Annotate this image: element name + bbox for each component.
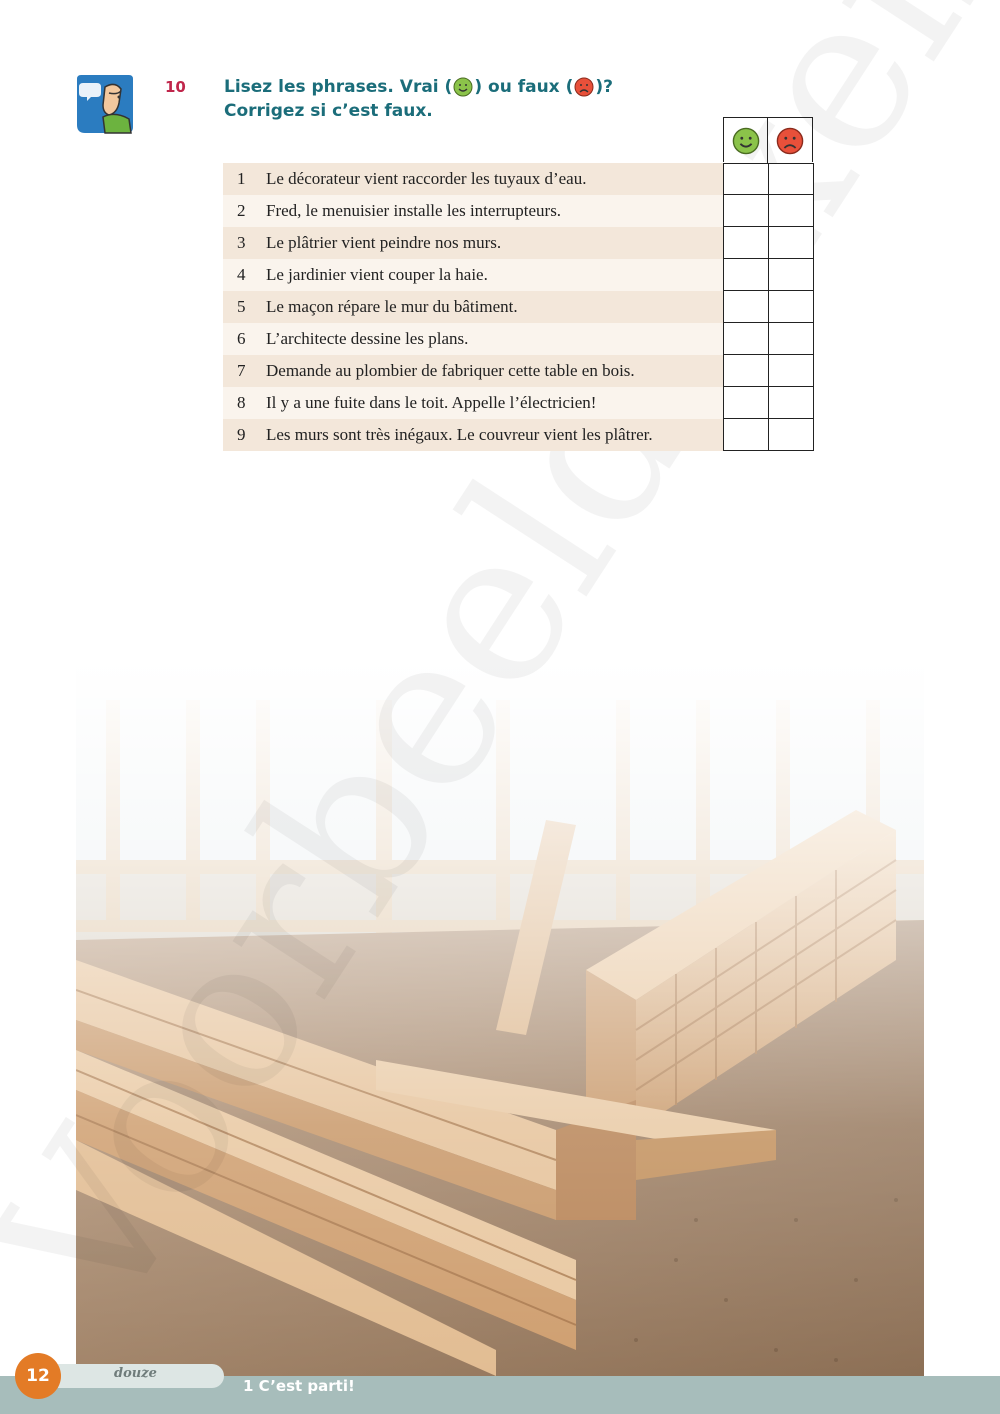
speaking-character-icon <box>75 73 135 135</box>
statement-row <box>223 355 815 387</box>
statement-number: 4 <box>237 265 246 284</box>
false-checkbox[interactable] <box>768 418 814 452</box>
statement-text-cell <box>223 419 723 451</box>
happy-face-icon <box>732 127 760 155</box>
statement-text: Il y a une fuite dans le toit. Appelle l’électricien! <box>266 393 597 412</box>
statement-text: Le plâtrier vient peindre nos murs. <box>266 233 502 252</box>
instruction-line-2: Corrigez si c’est faux. <box>224 101 433 121</box>
exercise-number: 10 <box>165 78 186 96</box>
page-number: 12 <box>15 1353 61 1399</box>
statement-text-cell <box>223 195 723 227</box>
true-checkbox[interactable] <box>723 258 769 292</box>
true-checkbox[interactable] <box>723 322 769 356</box>
instruction-text-part2: ) ou faux ( <box>474 77 574 97</box>
sad-face-icon <box>574 77 594 97</box>
false-checkbox[interactable] <box>768 163 814 195</box>
statement-text-cell <box>223 291 723 323</box>
false-checkbox[interactable] <box>768 194 814 228</box>
false-checkbox[interactable] <box>768 226 814 260</box>
statement-number: 1 <box>237 169 246 188</box>
statement-number: 9 <box>237 425 246 444</box>
false-checkbox[interactable] <box>768 258 814 292</box>
instruction-text-part3: )? <box>595 77 613 97</box>
statement-text-cell <box>223 259 723 291</box>
statement-row <box>223 323 815 355</box>
sad-face-icon <box>776 127 804 155</box>
statement-text: Fred, le menuisier installe les interrupteurs. <box>266 201 562 220</box>
false-checkbox[interactable] <box>768 354 814 388</box>
statements-table <box>223 163 815 451</box>
statement-text: Le décorateur vient raccorder les tuyaux d’eau. <box>266 169 587 188</box>
false-checkbox[interactable] <box>768 290 814 324</box>
statement-text: L’architecte dessine les plans. <box>266 329 469 348</box>
statement-text: Le jardinier vient couper la haie. <box>266 265 488 284</box>
statement-text-cell <box>223 323 723 355</box>
statement-number: 7 <box>237 361 246 380</box>
statement-row <box>223 163 815 195</box>
instruction-text-part1: Lisez les phrases. Vrai ( <box>224 77 453 97</box>
false-checkbox[interactable] <box>768 386 814 420</box>
statement-text-cell <box>223 355 723 387</box>
statement-number: 3 <box>237 233 246 252</box>
chapter-title: 1 C’est parti! <box>243 1377 355 1395</box>
construction-lumber-photo <box>76 660 924 1376</box>
statement-number: 5 <box>237 297 246 316</box>
statement-row <box>223 419 815 451</box>
true-checkbox[interactable] <box>723 226 769 260</box>
statement-number: 2 <box>237 201 246 220</box>
statement-text-cell <box>223 227 723 259</box>
true-checkbox[interactable] <box>723 354 769 388</box>
statement-text: Les murs sont très inégaux. Le couvreur vient les plâtrer. <box>266 425 653 444</box>
statement-row <box>223 387 815 419</box>
true-checkbox[interactable] <box>723 386 769 420</box>
false-column-header <box>768 118 812 163</box>
statement-number: 6 <box>237 329 246 348</box>
true-checkbox[interactable] <box>723 418 769 452</box>
statement-row <box>223 291 815 323</box>
true-checkbox[interactable] <box>723 194 769 228</box>
statement-text-cell <box>223 387 723 419</box>
statement-number: 8 <box>237 393 246 412</box>
false-checkbox[interactable] <box>768 322 814 356</box>
true-checkbox[interactable] <box>723 163 769 195</box>
statement-row <box>223 195 815 227</box>
statement-text: Le maçon répare le mur du bâtiment. <box>266 297 518 316</box>
true-column-header <box>724 118 768 163</box>
answer-grid-header <box>723 117 813 162</box>
statement-text-cell <box>223 163 723 195</box>
statement-row <box>223 259 815 291</box>
exercise-instructions <box>224 75 613 123</box>
happy-face-icon <box>453 77 473 97</box>
page-number-word: douze <box>114 1366 157 1381</box>
statement-row <box>223 227 815 259</box>
statement-text: Demande au plombier de fabriquer cette table en bois. <box>266 361 635 380</box>
true-checkbox[interactable] <box>723 290 769 324</box>
